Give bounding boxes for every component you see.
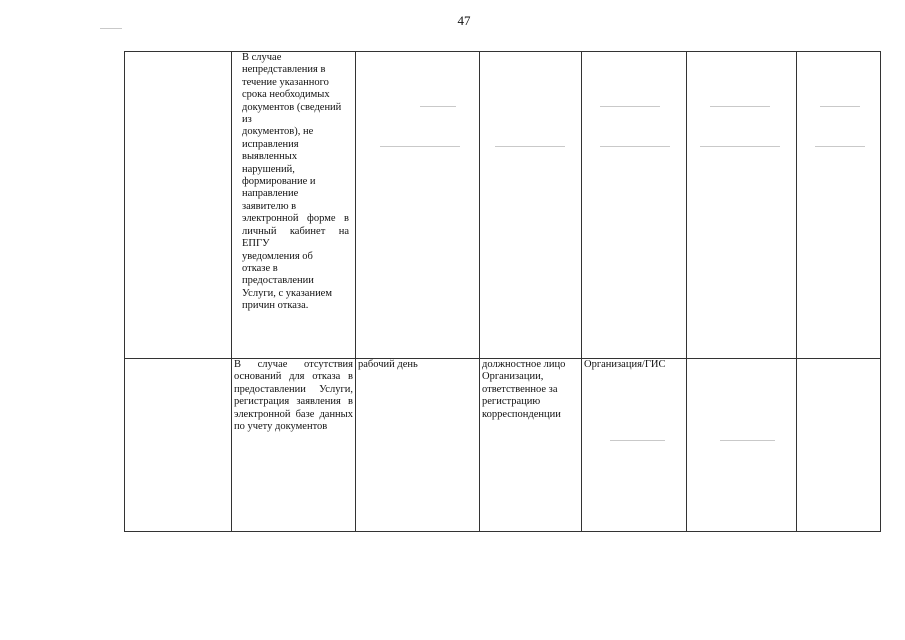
- step-line: формирование и: [242, 176, 316, 188]
- cell-criteria: [687, 359, 797, 532]
- step-line: направление: [242, 188, 299, 200]
- step-line: предоставлении: [242, 275, 314, 287]
- cell-result: [797, 359, 881, 532]
- step-line: ЕПГУ: [242, 238, 270, 250]
- cell-responsible: должностное лицо Организации, ответственное за регистрацию корреспонденции: [480, 359, 582, 532]
- step-line: личный кабинет на: [242, 225, 349, 237]
- step-line: отказе в: [242, 262, 278, 274]
- cell-result: [797, 52, 881, 359]
- cell-basis: [125, 359, 232, 532]
- step-line: уведомления об: [242, 250, 313, 262]
- step-line: причин отказа.: [242, 300, 309, 312]
- table-row: [125, 52, 881, 359]
- cell-step: [232, 52, 356, 359]
- step-line: документов), не: [242, 126, 314, 138]
- step-line: В случае: [242, 52, 282, 63]
- step-line: срока необходимых: [242, 89, 330, 101]
- cell-basis: [125, 52, 232, 359]
- step-line: нарушений,: [242, 163, 295, 175]
- page-number: 47: [457, 13, 471, 28]
- table-row: [125, 359, 881, 532]
- step-line: непредставления в: [242, 64, 326, 76]
- cell-deadline: [356, 52, 480, 359]
- procedure-table: [124, 51, 881, 532]
- step-line: электронной форме в: [242, 213, 349, 225]
- step-line: заявителю в: [242, 200, 297, 212]
- cell-deadline: рабочий день: [356, 359, 480, 532]
- cell-criteria: [687, 52, 797, 359]
- cell-place: Организация/ГИС: [582, 359, 687, 532]
- cell-step: В случае отсутствия оснований для отказа в предоставлении Услуги, регистрация заявления в электронной базе данных по учету документов: [232, 359, 356, 532]
- step-line: из: [242, 114, 252, 126]
- step-line: документов (сведений: [242, 101, 342, 113]
- step-line: исправления: [242, 138, 299, 150]
- cell-place: [582, 52, 687, 359]
- step-line: Услуги, с указанием: [242, 287, 332, 299]
- step-line: выявленных: [242, 151, 298, 163]
- step-line: течение указанного: [242, 76, 329, 88]
- cell-responsible: [480, 52, 582, 359]
